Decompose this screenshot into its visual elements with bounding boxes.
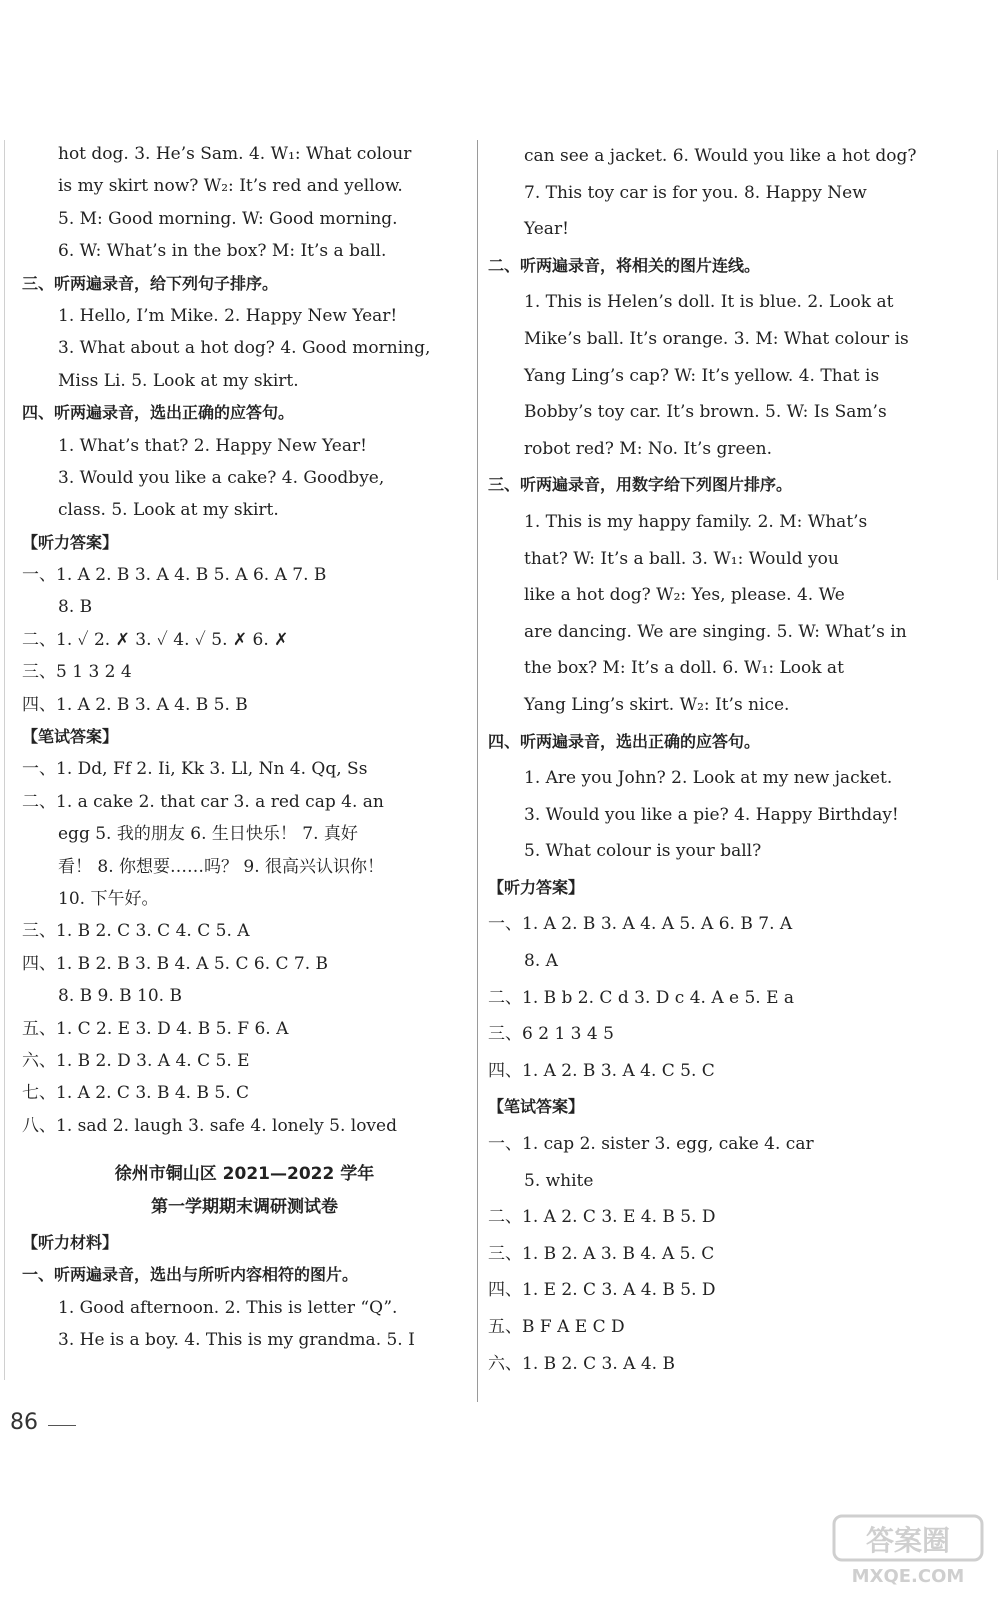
right-column: [488, 138, 928, 1382]
spacer: [22, 1142, 467, 1158]
text-line: 四、1. A 2. B 3. A 4. B 5. B: [22, 694, 248, 715]
text-line: 1. This is Helen’s doll. It is blue. 2. Look at: [524, 292, 894, 313]
text-line: 5. white: [524, 1170, 594, 1191]
text-line: egg 5. 我的朋友 6. 生日快乐！ 7. 真好: [58, 824, 358, 845]
text-line: that? W: It’s a ball. 3. W₁: Would you: [524, 548, 839, 569]
text-line: 四、1. B 2. B 3. B 4. A 5. C 6. C 7. B: [22, 953, 329, 974]
text-line: 1. What’s that? 2. Happy New Year!: [58, 435, 367, 456]
section-heading: 一、听两遍录音，选出与所听内容相符的图片。: [22, 1265, 359, 1285]
section-heading: 【笔试答案】: [488, 1097, 585, 1117]
section-heading: 三、听两遍录音，给下列句子排序。: [22, 273, 279, 293]
text-line: 看！ 8. 你想要……吗？ 9. 很高兴认识你！: [58, 856, 385, 877]
text-line: 五、1. C 2. E 3. D 4. B 5. F 6. A: [22, 1018, 289, 1039]
section-heading: 【听力答案】: [488, 877, 585, 897]
text-line: is my skirt now? W₂: It’s red and yellow.: [58, 176, 403, 197]
column-divider: [477, 140, 478, 1402]
text-line: 3. What about a hot dog? 4. Good morning,: [58, 338, 431, 359]
svg-text:MXQE.COM: MXQE.COM: [851, 1566, 965, 1587]
text-line: 三、1. B 2. A 3. B 4. A 5. C: [488, 1243, 715, 1264]
text-line: the box? M: It’s a doll. 6. W₁: Look at: [524, 658, 844, 679]
svg-text:答案圈: 答案圈: [865, 1524, 951, 1557]
text-line: are dancing. We are singing. 5. W: What’s in: [524, 621, 907, 642]
text-line: Miss Li. 5. Look at my skirt.: [58, 370, 299, 391]
text-line: 1. This is my happy family. 2. M: What’s: [524, 511, 868, 532]
text-line: 六、1. B 2. D 3. A 4. C 5. E: [22, 1050, 250, 1071]
text-line: 8. A: [524, 951, 558, 972]
scan-edge-left: [4, 140, 5, 1380]
text-line: 四、1. E 2. C 3. A 4. B 5. D: [488, 1280, 716, 1301]
text-line: 8. B 9. B 10. B: [58, 986, 182, 1007]
text-line: 8. B: [58, 597, 93, 618]
text-line: 一、1. A 2. B 3. A 4. A 5. A 6. B 7. A: [488, 914, 793, 935]
text-line: 二、1. B b 2. C d 3. D c 4. A e 5. E a: [488, 987, 795, 1008]
text-line: 三、1. B 2. C 3. C 4. C 5. A: [22, 921, 250, 942]
text-line: 6. W: What’s in the box? M: It’s a ball.: [58, 241, 387, 262]
text-line: class. 5. Look at my skirt.: [58, 500, 279, 521]
text-line: 5. M: Good morning. W: Good morning.: [58, 208, 398, 229]
text-line: 5. What colour is your ball?: [524, 841, 762, 862]
text-line: Bobby’s toy car. It’s brown. 5. W: Is Sam’s: [524, 402, 887, 423]
text-line: 1. Good afternoon. 2. This is letter “Q”.: [58, 1297, 398, 1318]
text-line: Yang Ling’s cap? W: It’s yellow. 4. That is: [524, 365, 880, 386]
text-line: Year!: [524, 219, 569, 240]
text-line: 三、6 2 1 3 4 5: [488, 1024, 614, 1045]
text-line: 一、1. A 2. B 3. A 4. B 5. A 6. A 7. B: [22, 565, 327, 586]
text-line: 一、1. cap 2. sister 3. egg, cake 4. car: [488, 1134, 814, 1155]
section-heading: 【听力材料】: [22, 1232, 119, 1252]
section-heading: 三、听两遍录音，用数字给下列图片排序。: [488, 475, 793, 495]
text-line: 五、B F A E C D: [488, 1317, 625, 1337]
text-line: Mike’s ball. It’s orange. 3. M: What colour is: [524, 328, 909, 349]
page-number: 86: [10, 1410, 38, 1435]
section-heading: 【笔试答案】: [22, 727, 119, 747]
text-line: 1. Are you John? 2. Look at my new jacket.: [524, 768, 893, 789]
exam-title-line: 第一学期期末调研测试卷: [151, 1196, 338, 1217]
text-line: 二、1. A 2. C 3. E 4. B 5. D: [488, 1207, 716, 1228]
text-line: 二、1. a cake 2. that car 3. a red cap 4. an: [22, 791, 384, 812]
text-line: like a hot dog? W₂: Yes, please. 4. We: [524, 585, 845, 606]
section-heading: 四、听两遍录音，选出正确的应答句。: [488, 731, 761, 751]
scan-edge-right: [997, 150, 998, 580]
text-line: 3. He is a boy. 4. This is my grandma. 5. I: [58, 1330, 415, 1351]
text-line: 3. Would you like a pie? 4. Happy Birthday!: [524, 804, 899, 825]
text-line: hot dog. 3. He’s Sam. 4. W₁: What colour: [58, 144, 412, 164]
text-line: 三、5 1 3 2 4: [22, 662, 132, 683]
text-line: 二、1. ✓ 2. ✗ 3. ✓ 4. ✓ 5. ✗ 6. ✗: [22, 629, 289, 650]
text-line: 四、1. A 2. B 3. A 4. C 5. C: [488, 1060, 715, 1081]
watermark-logo: [828, 1510, 988, 1590]
text-line: 7. This toy car is for you. 8. Happy New: [524, 182, 867, 203]
text-line: 1. Hello, I’m Mike. 2. Happy New Year!: [58, 305, 398, 326]
section-heading: 四、听两遍录音，选出正确的应答句。: [22, 403, 295, 423]
section-heading: 【听力答案】: [22, 532, 119, 552]
text-line: can see a jacket. 6. Would you like a hot dog?: [524, 146, 917, 166]
text-line: 七、1. A 2. C 3. B 4. B 5. C: [22, 1083, 250, 1104]
page-number-rule: [48, 1425, 76, 1426]
text-line: 一、1. Dd, Ff 2. Ii, Kk 3. Ll, Nn 4. Qq, Ss: [22, 759, 368, 780]
text-line: 3. Would you like a cake? 4. Goodbye,: [58, 467, 385, 488]
text-line: 六、1. B 2. C 3. A 4. B: [488, 1353, 675, 1374]
text-line: 10. 下午好。: [58, 888, 159, 909]
section-heading: 二、听两遍录音，将相关的图片连线。: [488, 255, 761, 275]
text-line: robot red? M: No. It’s green.: [524, 438, 773, 459]
exam-title-line: 徐州市铜山区 2021—2022 学年: [114, 1164, 375, 1185]
left-column: [22, 138, 467, 1356]
text-line: Yang Ling’s skirt. W₂: It’s nice.: [524, 694, 790, 715]
text-line: 八、1. sad 2. laugh 3. safe 4. lonely 5. loved: [22, 1115, 397, 1136]
